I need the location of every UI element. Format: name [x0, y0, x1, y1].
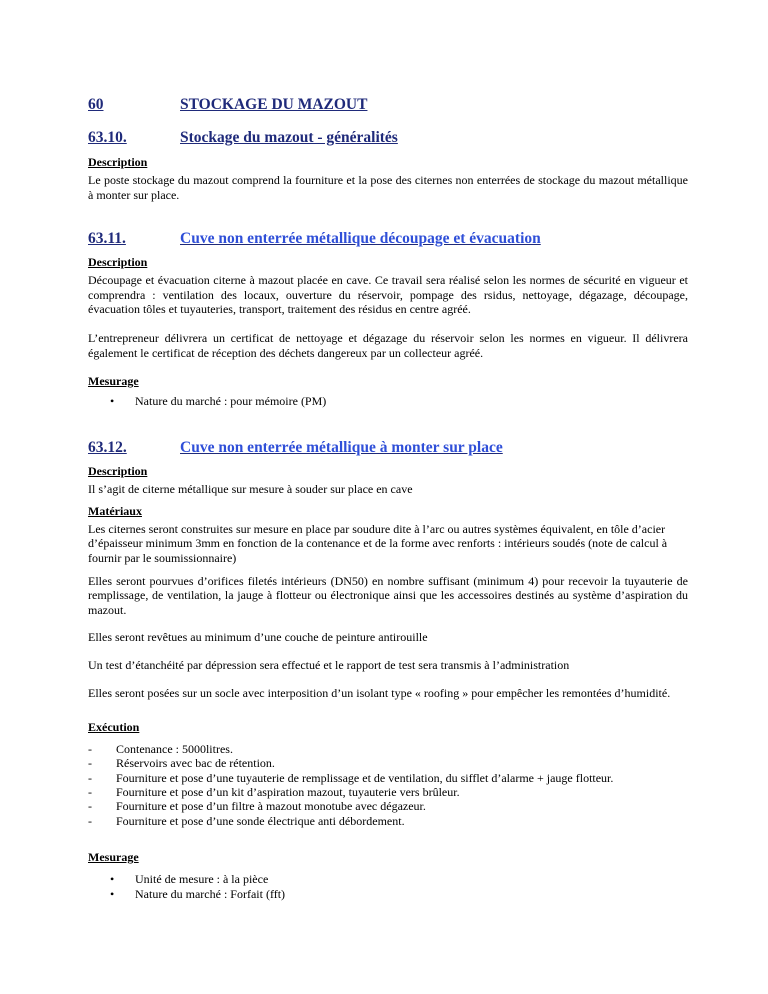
- list-item: [88, 799, 688, 813]
- section-6312-materiaux-p4: Un test d’étanchéité par dépression sera effectué et le rapport de test sera transmis à l’administration: [88, 657, 570, 672]
- list-item-text: Nature du marché : pour mémoire (PM): [135, 394, 327, 409]
- dash-mark: -: [88, 756, 92, 771]
- list-item-text: Unité de mesure : à la pièce: [135, 871, 269, 886]
- document-page: [88, 96, 688, 902]
- list-item: [88, 872, 688, 887]
- list-item-text: Fourniture et pose d’un kit d’aspiration mazout, tuyauterie vers brûleur.: [116, 784, 460, 799]
- section-6311-heading: [88, 230, 688, 248]
- section-6312-number: 63.12.: [88, 439, 127, 457]
- list-item: [88, 814, 688, 828]
- section-6311-title: Cuve non enterrée métallique découpage et évacuation: [180, 230, 541, 248]
- section-6311-mesurage-list: [88, 394, 688, 409]
- section-6310-title: Stockage du mazout - généralités: [180, 129, 398, 146]
- dash-mark: -: [88, 770, 92, 785]
- section-6312-materiaux-p1: Les citernes seront construites sur mesure en place par soudure dite à l’arc ou autres systèmes équivalent, en tôle d’acier d’épaisseur minimum 3mm en fonction de la contenance et de la forme avec renforts : intérieurs soudés (note de calcul à fournir par le soumissionnaire): [88, 521, 668, 565]
- section-6312-description-text: Il s’agit de citerne métallique sur mesure à souder sur place en cave: [88, 482, 413, 497]
- list-item-text: Réservoirs avec bac de rétention.: [116, 756, 275, 771]
- list-item: [88, 394, 688, 409]
- section-6312-mesurage-label: Mesurage: [88, 849, 139, 864]
- bullet-mark: •: [110, 394, 115, 409]
- section-60-title: STOCKAGE DU MAZOUT: [180, 96, 368, 113]
- section-6312-materiaux-p2: Elles seront pourvues d’orifices filetés intérieurs (DN50) en nombre suffisant (minimum 4) pour recevoir la tuyauterie de remplissage, de ventilation, la jauge à flotteur ou électronique ainsi que les accessoires destinés au système d’aspiration du mazout.: [88, 573, 688, 617]
- list-item: [88, 756, 688, 770]
- section-6310-description-label: Description: [88, 155, 148, 169]
- section-6312-materiaux-label: Matériaux: [88, 503, 142, 518]
- list-item-text: Fourniture et pose d’une tuyauterie de remplissage et de ventilation, du sifflet d’alarme + jauge flotteur.: [116, 770, 614, 785]
- dash-mark: -: [88, 799, 92, 814]
- section-60-number: 60: [88, 96, 104, 113]
- list-item: [88, 887, 688, 902]
- list-item-text: Fourniture et pose d’une sonde électrique anti débordement.: [116, 813, 405, 828]
- list-item-text: Nature du marché : Forfait (fft): [135, 886, 286, 901]
- section-6311-description-label: Description: [88, 255, 148, 270]
- section-6311-description-p1: Découpage et évacuation citerne à mazout placée en cave. Ce travail sera réalisé selon les normes de sécurité en vigueur et comprendra : ventilation des locaux, ouverture du réservoir, pompage des rsidus, nettoyage, dégazage, découpage, évacuation tôles et tuyauteries, transport, traitement des résidus en centre agréé.: [88, 273, 688, 317]
- section-6310-heading: [88, 129, 688, 147]
- section-6312-title: Cuve non enterrée métallique à monter sur place: [180, 439, 503, 457]
- dash-mark: -: [88, 813, 92, 828]
- section-6312-materiaux-p3: Elles seront revêtues au minimum d’une couche de peinture antirouille: [88, 630, 428, 645]
- section-6310-number: 63.10.: [88, 129, 127, 146]
- section-6311-mesurage-label: Mesurage: [88, 374, 139, 389]
- list-item: [88, 785, 688, 799]
- section-6312-materiaux-p5: Elles seront posées sur un socle avec interposition d’un isolant type « roofing » pour empêcher les remontées d’humidité.: [88, 685, 671, 700]
- dash-mark: -: [88, 742, 92, 757]
- bullet-mark: •: [110, 871, 115, 886]
- list-item: [88, 771, 688, 785]
- section-6312-heading: [88, 439, 688, 457]
- section-6312-execution-list: [88, 742, 688, 828]
- list-item-text: Contenance : 5000litres.: [116, 742, 233, 757]
- list-item-text: Fourniture et pose d’un filtre à mazout monotube avec dégazeur.: [116, 799, 426, 814]
- section-6312-description-label: Description: [88, 464, 148, 479]
- section-6312-execution-label: Exécution: [88, 720, 140, 735]
- dash-mark: -: [88, 784, 92, 799]
- list-item: [88, 742, 688, 756]
- section-6310-description-text: Le poste stockage du mazout comprend la fourniture et la pose des citernes non enterrées de stockage du mazout métallique à monter sur place.: [88, 173, 688, 202]
- section-6311-number: 63.11.: [88, 230, 126, 248]
- section-60-heading: [88, 96, 688, 114]
- section-6312-mesurage-list: [88, 872, 688, 902]
- section-6311-description-p2: L’entrepreneur délivrera un certificat de nettoyage et dégazage du réservoir selon les normes en vigueur. Il délivrera également le certificat de réception des déchets dangereux par un collecteur agréé.: [88, 330, 688, 360]
- bullet-mark: •: [110, 886, 115, 901]
